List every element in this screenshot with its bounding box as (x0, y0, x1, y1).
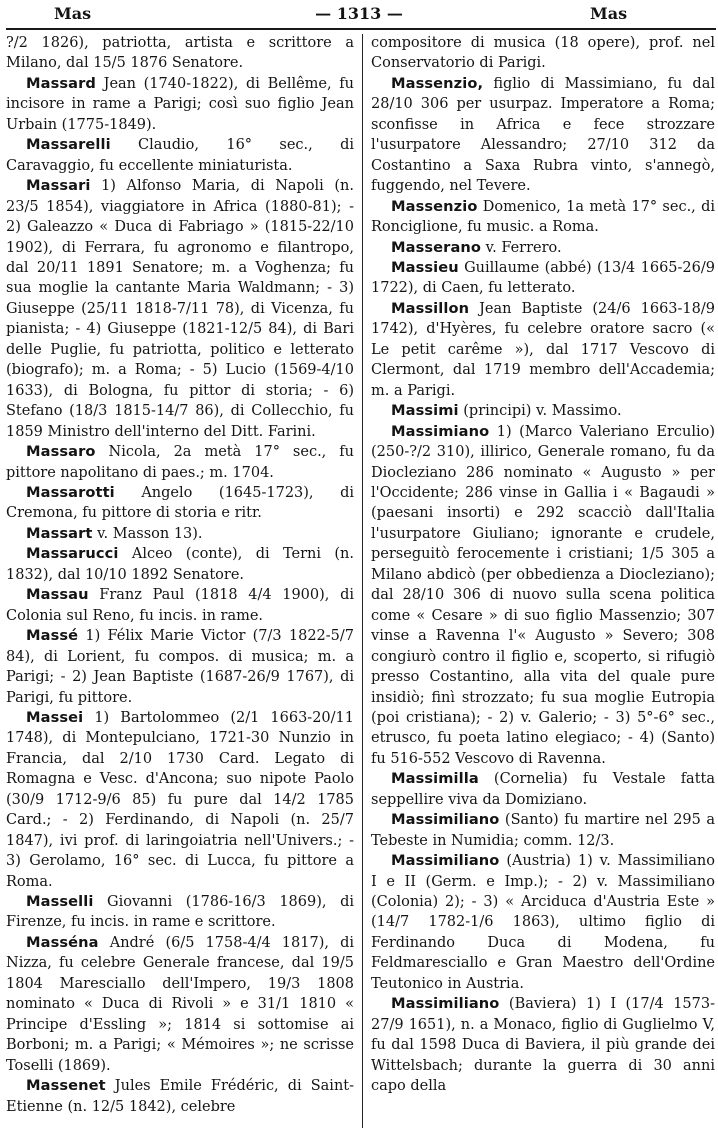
dictionary-entry (371, 994, 715, 1096)
entry-headword: Massenzio (391, 197, 478, 215)
entry-headword: Masserano (391, 238, 482, 256)
page-number: — 1313 — (315, 4, 403, 23)
right-column (371, 33, 715, 1097)
entry-text: Franz Paul (1818 4/4 1900), di Colonia sul Reno, fu incis. in rame. (6, 587, 355, 624)
dictionary-entry (6, 892, 354, 933)
dictionary-entry (6, 135, 354, 176)
entry-text: Jean Baptiste (24/6 1663-18/9 1742), d'Hyères, fu celebre oratore sacro (« Le petit carême »), dal 1717 Vescovo di Clermont, dal 1719 membro dell'Accademia; m. a Parigi. (371, 300, 715, 399)
entry-text: André (6/5 1758-4/4 1817), di Nizza, fu celebre Generale francese, dal 19/5 1804 Maresciallo dell'Impero, 19/3 1808 nominato « Duca di Rivoli » e 31/1 1810 « Principe d'Essling »; 1814 si sottomise ai Borboni; m. a Parigi; « Mémoires »; ne scrisse Toselli (1869). (6, 934, 355, 1074)
header-left-guideword: Mas (54, 4, 92, 23)
dictionary-entry (371, 197, 715, 238)
entry-text: Alceo (conte), di Terni (n. 1832), dal 10/10 1892 Senatore. (6, 546, 355, 583)
entry-text: Guillaume (abbé) (13/4 1665-26/9 1722), di Caen, fu letterato. (371, 259, 715, 297)
dictionary-entry (371, 74, 715, 197)
dictionary-entry (6, 483, 354, 524)
entry-text: (Cornelia) fu Vestale fatta seppellire viva da Domiziano. (371, 771, 716, 808)
dictionary-entry (371, 258, 715, 299)
dictionary-entry (6, 33, 354, 74)
entry-text: (Baviera) 1) I (17/4 1573-27/9 1651), n. a Monaco, figlio di Guglielmo V, fu dal 1598 Duca di Baviera, il più grande dei Wittelsbach; durante la guerra di 30 anni capo della (371, 996, 715, 1095)
entry-text: compositore di musica (18 opere), prof. nel Conservatorio di Parigi. (371, 35, 715, 72)
entry-headword: Massimiano (391, 422, 490, 440)
dictionary-entry (371, 851, 715, 994)
entry-headword: Massari (26, 177, 91, 195)
dictionary-entry (6, 1076, 354, 1117)
entry-headword: Massarelli (26, 136, 111, 154)
entry-text: Jean (1740-1822), di Bellême, fu incisore in rame a Parigi; così suo figlio Jean Urbain (1775-1849). (6, 75, 354, 133)
entry-headword: Massaro (26, 443, 96, 461)
entry-text: v. Ferrero. (485, 239, 562, 256)
entry-text: v. Masson 13). (97, 525, 203, 542)
entry-text: Claudio, 16° sec., di Caravaggio, fu eccellente miniaturista. (6, 137, 354, 174)
entry-text: 1) Bartolommeo (2/1 1663-20/11 1748), di Montepulciano, 1721-30 Nunzio in Francia, dal 2/10 1730 Card. Legato di Romagna e Vesc. d'Ancona; suo nipote Paolo (30/9 1712-9/6 85) fu pure dal 14/2 1785 Card.; - 2) Ferdinando, di Napoli (n. 25/7 1847), ivi prof. di laringoiatria nell'Univers.; - 3) Gerolamo, 16° sec. di Lucca, fu pittore a Roma. (6, 709, 354, 890)
entry-text: (Santo) fu martire nel 295 a Tebeste in Numidia; comm. 12/3. (371, 812, 716, 849)
dictionary-entry (6, 524, 354, 544)
entry-headword: Massimiliano (391, 811, 500, 829)
entry-headword: Massart (26, 524, 93, 542)
dictionary-entry (6, 585, 354, 626)
entry-text: 1) Félix Marie Victor (7/3 1822-5/7 84), di Lorient, fu compos. di musica; m. a Parigi; - 2) Jean Baptiste (1687-26/9 1767), di Parigi, fu pittore. (6, 628, 355, 706)
dictionary-entry (6, 708, 354, 892)
entry-headword: Masséna (26, 933, 99, 951)
running-header (0, 0, 718, 27)
dictionary-entry (6, 74, 354, 135)
entry-headword: Massard (26, 74, 96, 92)
dictionary-entry (371, 422, 715, 770)
entry-headword: Massieu (391, 258, 459, 276)
dictionary-entry (6, 626, 354, 708)
header-right-guideword: Mas (590, 4, 628, 23)
entry-headword: Massimiliano (391, 852, 500, 870)
dictionary-entry (371, 238, 715, 258)
dictionary-entry (371, 299, 715, 401)
entry-headword: Masselli (26, 893, 94, 911)
entry-headword: Massarucci (26, 545, 119, 563)
entry-text: 1) (Marco Valeriano Erculio) (250-?/2 310), illirico, Generale romano, fu da Diocleziano 286 nominato « Augusto » per l'Occidente; 286 vinse in Gallia i « Bagaudi » (paesani insorti) e 292 scacciò dall'Italia l'usurpatore Giuliano; ignorante e crudele, perseguitò ferocemente i cristiani; 1/5 305 a Milano abdicò (per obbedienza a Diocleziano); dal 28/10 306 di nuovo sulla scena politica come « Cesare » di suo figlio Massenzio; 307 vinse a Ravenna l'« Augusto » Severo; 308 congiurò contro il figlio e, scoperto, si rifugiò presso Costantino, alla vita del quale pure insidiò; finì strozzato; fu sua moglie Eutropia (poi cristiana); - 2) v. Galerio; - 3) 5°-6° sec., etrusco, fu poeta latino elegiaco; - 4) (Santo) fu 516-552 Vescovo di Ravenna. (371, 423, 715, 767)
dictionary-entry (6, 933, 354, 1076)
entry-headword: Massarotti (26, 483, 115, 501)
entry-text: Domenico, 1a metà 17° sec., di Ronciglione, fu music. a Roma. (371, 198, 715, 236)
entry-headword: Massillon (391, 299, 470, 317)
entry-headword: Massé (26, 627, 79, 645)
dictionary-entry (371, 33, 715, 74)
dictionary-entry (6, 442, 354, 483)
entry-text: Angelo (1645-1723), di Cremona, fu pittore di storia e ritr. (6, 484, 354, 522)
entry-text: (principi) v. Massimo. (463, 403, 622, 420)
dictionary-entry (6, 176, 354, 442)
dictionary-entry (371, 401, 715, 421)
left-column (6, 33, 354, 1117)
entry-text: Nicola, 2a metà 17° sec., fu pittore napolitano di paes.; m. 1704. (6, 444, 354, 481)
dictionary-entry (371, 810, 715, 851)
entry-headword: Massimi (391, 402, 459, 420)
entry-headword: Massau (26, 586, 89, 604)
entry-headword: Massimiliano (391, 995, 500, 1013)
column-divider (362, 34, 363, 1128)
entry-text: (Austria) 1) v. Massimiliano I e II (Germ. e Imp.); - 2) v. Massimiliano (Colonia) 2); - 3) « Arciduca d'Austria Este » (14/7 1782-1/6 1863), ultimo figlio di Ferdinando Duca di Modena, fu Feldmaresciallo e Gran Maestro dell'Ordine Teutonico in Austria. (371, 853, 715, 992)
entry-headword: Massei (26, 708, 84, 726)
entry-headword: Massimilla (391, 770, 479, 788)
entry-text: 1) Alfonso Maria, di Napoli (n. 23/5 1854), viaggiatore in Africa (1880-81); - 2) Galeazzo « Duca di Fabriago » (1815-22/10 1902), di Ferrara, fu agronomo e filantropo, dal 20/11 1891 Senatore; m. a Voghenza; fu sua moglie la cantante Maria Waldmann; - 3) Giuseppe (25/11 1818-7/11 78), di Vicenza, fu pianista; - 4) Giuseppe (1821-12/5 84), di Bari delle Puglie, fu patriotta, politico e letterato (biografo); m. a Roma; - 5) Lucio (1569-4/10 1633), di Bologna, fu pittor di storia; - 6) Stefano (18/3 1815-14/7 86), di Collecchio, fu 1859 Ministro dell'interno del Ditt. Farini. (6, 178, 354, 440)
dictionary-entry (6, 544, 354, 585)
entry-headword: Massenzio, (391, 74, 484, 92)
header-rule (6, 28, 716, 30)
entry-text: Giovanni (1786-16/3 1869), di Firenze, fu incis. in rame e scrittore. (6, 894, 354, 931)
entry-text: Jules Emile Frédéric, di Saint-Etienne (n. 12/5 1842), celebre (6, 1078, 355, 1115)
dictionary-entry (371, 769, 715, 810)
entry-headword: Massenet (26, 1077, 106, 1095)
entry-text: ?/2 1826), patriotta, artista e scrittore a Milano, dal 15/5 1876 Senatore. (6, 35, 354, 72)
entry-text: figlio di Massimiano, fu dal 28/10 306 per usurpaz. Imperatore a Roma; sconfisse in Africa e fece strozzare l'usurpatore Alessandro; 27/10 312 da Costantino a Saxa Rubra vinto, s'annegò, fuggendo, nel Tevere. (371, 75, 715, 195)
